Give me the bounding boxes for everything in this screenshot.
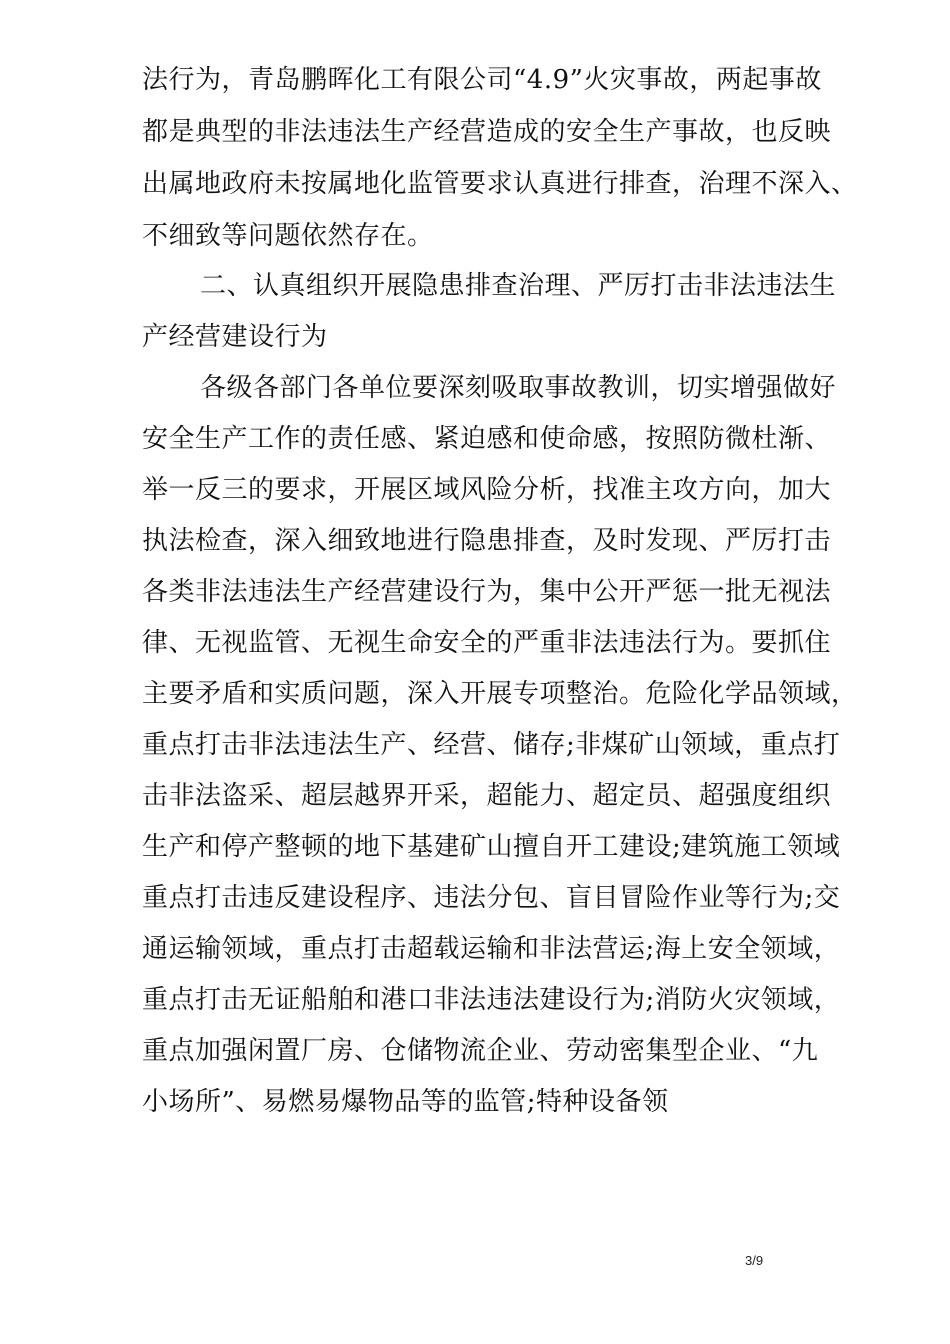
page-number: 3/9 bbox=[745, 1253, 764, 1268]
body-text-line: 通运输领域，重点打击超载运输和非法营运;海上安全领域， bbox=[142, 934, 841, 964]
body-text-line: 生产和停产整顿的地下基建矿山擅自开工建设;建筑施工领域 bbox=[142, 832, 841, 862]
section-heading-line: 产经营建设行为 bbox=[142, 322, 328, 352]
body-text-line: 不细致等问题依然存在。 bbox=[142, 221, 434, 251]
body-text-line: 各级各部门各单位要深刻吸取事故教训，切实增强做好 bbox=[200, 373, 837, 403]
body-text-line: 重点打击无证船舶和港口非法违法建设行为;消防火灾领域， bbox=[142, 985, 841, 1015]
body-text-line: 击非法盗采、超层越界开采，超能力、超定员、超强度组织 bbox=[142, 781, 832, 811]
body-text-line: 重点打击违反建设程序、违法分包、盲目冒险作业等行为;交 bbox=[142, 883, 841, 913]
body-text-line: 法行为，青岛鹏晖化工有限公司“4.9”火灾事故，两起事故 bbox=[142, 65, 822, 95]
body-text-line: 安全生产工作的责任感、紧迫感和使命感，按照防微杜渐、 bbox=[142, 424, 832, 454]
body-text-line: 律、无视监管、无视生命安全的严重非法违法行为。要抓住 bbox=[142, 628, 832, 658]
body-text-line: 主要矛盾和实质问题，深入开展专项整治。危险化学品领域， bbox=[142, 679, 858, 709]
body-text-line: 都是典型的非法违法生产经营造成的安全生产事故，也反映 bbox=[142, 117, 832, 147]
body-text-line: 各类非法违法生产经营建设行为，集中公开严惩一批无视法 bbox=[142, 577, 832, 607]
body-text-line: 举一反三的要求，开展区域风险分析，找准主攻方向，加大 bbox=[142, 475, 832, 505]
body-text-line: 重点加强闲置厂房、仓储物流企业、劳动密集型企业、“九 bbox=[142, 1036, 819, 1066]
body-text-line: 小场所”、易燃易爆物品等的监管;特种设备领 bbox=[142, 1087, 669, 1117]
body-text-line: 出属地政府未按属地化监管要求认真进行排查，治理不深入、 bbox=[142, 169, 858, 199]
section-heading-line: 二、认真组织开展隐患排查治理、严厉打击非法违法生 bbox=[200, 271, 837, 301]
body-text-line: 执法检查，深入细致地进行隐患排查，及时发现、严厉打击 bbox=[142, 526, 832, 556]
body-text-line: 重点打击非法违法生产、经营、储存;非煤矿山领域，重点打 bbox=[142, 730, 841, 760]
